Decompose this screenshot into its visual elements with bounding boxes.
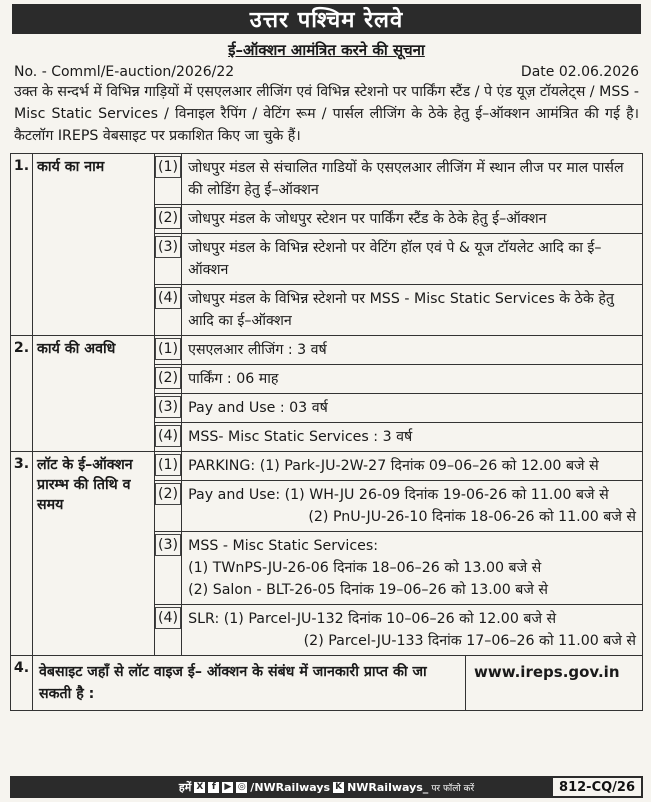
item-index-cell [155, 205, 182, 234]
details-table-body [11, 154, 643, 711]
item-index-cell [155, 605, 182, 656]
item-index: (3) [155, 396, 181, 418]
website-url-link[interactable]: www.ireps.gov.in [474, 663, 620, 681]
item-index-cell [155, 285, 182, 336]
item-line: (2) Parcel-JU-133 दिनांक 17–06–26 को 11.00 बजे से [303, 633, 636, 649]
item-line: MSS- Misc Static Services : 3 वर्ष [188, 429, 413, 445]
item-index: (3) [155, 534, 181, 556]
item-description [182, 605, 643, 656]
item-line: पार्किंग : 06 माह [188, 371, 279, 387]
item-index: (1) [155, 156, 181, 178]
item-index-cell [155, 532, 182, 605]
item-line: Pay and Use : 03 वर्ष [188, 400, 328, 416]
item-line: जोधपुर मंडल के जोधपुर स्टेशन पर पार्किंग स्टैंड के ठेके हेतु ई–ऑक्शन [188, 211, 547, 227]
item-index-cell [155, 423, 182, 452]
item-line: जोधपुर मंडल के विभिन्न स्टेशनो पर वेटिंग हॉल एवं पे & यूज टॉयलेट आदि का ई–ऑक्शन [188, 240, 602, 278]
item-line: (1) TWnPS-JU-26-06 दिनांक 18–06–26 को 13.00 बजे से [188, 560, 542, 576]
item-description [182, 423, 643, 452]
footer-handle-2: NWRailways_ [347, 780, 429, 794]
item-description [182, 394, 643, 423]
facebook-icon: f [208, 782, 219, 793]
item-index-cell [155, 154, 182, 205]
item-description [182, 452, 643, 481]
footer-bar [10, 776, 643, 798]
notice-code: 812-CQ/26 [553, 778, 641, 796]
koo-icon: K [333, 782, 344, 793]
item-description [182, 154, 643, 205]
item-description [182, 234, 643, 285]
item-index: (2) [155, 207, 181, 229]
item-index-cell [155, 234, 182, 285]
table-row [11, 154, 643, 205]
section-number: 4. [11, 656, 33, 711]
footer-handle-1: /NWRailways [250, 780, 331, 794]
item-index-cell [155, 481, 182, 532]
notice-date: Date 02.06.2026 [520, 64, 639, 80]
item-description [182, 205, 643, 234]
item-line: (2) PnU-JU-26-10 दिनांक 18-06-26 को 11.00 बजे से [308, 509, 636, 525]
section-label: कार्य की अवधि [33, 336, 155, 452]
section-label: लॉट के ई–ऑक्शन प्रारम्भ की तिथि व समय [33, 452, 155, 656]
details-table [10, 153, 643, 711]
item-index-cell [155, 452, 182, 481]
item-index: (4) [155, 425, 181, 447]
intro-paragraph: उक्त के सन्दर्भ में विभिन्न गाड़ियों में एसएलआर लीजिंग एवं विभिन्न स्टेशनो पर पार्किंग स्टैंड / पे एंड यूज़ टॉयलेट्स / MSS - Misc Static Services / विनाइल रैपिंग / वेटिंग रूम / पार्सल लीजिंग के ठेके हेतु ई–ऑक्शन आमंत्रित की गई है। कैटलॉग IREPS वेबसाइट पर प्रकाशित किए जा चुके हैं। [14, 84, 639, 144]
item-index: (3) [155, 236, 181, 258]
website-label-text: वेबसाइट जहाँ से लॉट वाइज ई– ऑक्शन के संबंध में जानकारी प्राप्त की जा सकती है : [33, 656, 466, 710]
item-index-cell [155, 336, 182, 365]
notice-number: No. - Comml/E-auction/2026/22 [14, 64, 235, 80]
item-index-cell [155, 394, 182, 423]
section-number: 2. [11, 336, 33, 452]
item-line: SLR: (1) Parcel-JU-132 दिनांक 10–06–26 को 12.00 बजे से [188, 611, 557, 627]
item-index: (4) [155, 607, 181, 629]
section-label: कार्य का नाम [33, 154, 155, 336]
footer-prefix: हमें [178, 780, 192, 794]
notice-page [10, 4, 643, 798]
item-line: जोधपुर मंडल से संचालित गाडियों के एसएलआर लीजिंग में स्थान लीज पर माल पार्सल की लोडिंग हेतु ई–ऑक्शन [188, 160, 624, 198]
table-row [11, 452, 643, 481]
youtube-icon: ▶ [222, 782, 233, 793]
item-index: (2) [155, 483, 181, 505]
notice-title: ई–ऑक्शन आमंत्रित करने की सूचना [228, 41, 425, 59]
website-label [33, 656, 643, 711]
item-index: (1) [155, 338, 181, 360]
item-description [182, 365, 643, 394]
instagram-icon: ◎ [237, 781, 246, 792]
item-line: (2) Salon - BLT-26-05 दिनांक 19–06–26 को 13.00 बजे से [188, 582, 549, 598]
table-row [11, 336, 643, 365]
table-row-website [11, 656, 643, 711]
item-description [182, 336, 643, 365]
section-number: 3. [11, 452, 33, 656]
item-description [182, 481, 643, 532]
org-title: उत्तर पश्चिम रेलवे [12, 4, 641, 34]
footer-suffix: पर फॉलो करें [431, 783, 475, 794]
item-description [182, 285, 643, 336]
item-index: (4) [155, 287, 181, 309]
website-row-inner [33, 656, 642, 710]
item-index-cell [155, 365, 182, 394]
item-index: (2) [155, 367, 181, 389]
item-line: एसएलआर लीजिंग : 3 वर्ष [188, 342, 327, 358]
item-line: जोधपुर मंडल के विभिन्न स्टेशनो पर MSS - Misc Static Services के ठेके हेतु आदि का ई–ऑक्शन [188, 291, 614, 329]
item-line: MSS - Misc Static Services: [188, 538, 379, 554]
item-description [182, 532, 643, 605]
section-number: 1. [11, 154, 33, 336]
social-follow [179, 780, 474, 795]
item-index: (1) [155, 454, 181, 476]
meta-row [10, 64, 643, 80]
x-icon: X [194, 782, 205, 793]
item-line: Pay and Use: (1) WH-JU 26-09 दिनांक 19-06-26 को 11.00 बजे से [188, 487, 609, 503]
item-line: PARKING: (1) Park-JU-2W-27 दिनांक 09–06–26 को 12.00 बजे से [188, 458, 599, 474]
